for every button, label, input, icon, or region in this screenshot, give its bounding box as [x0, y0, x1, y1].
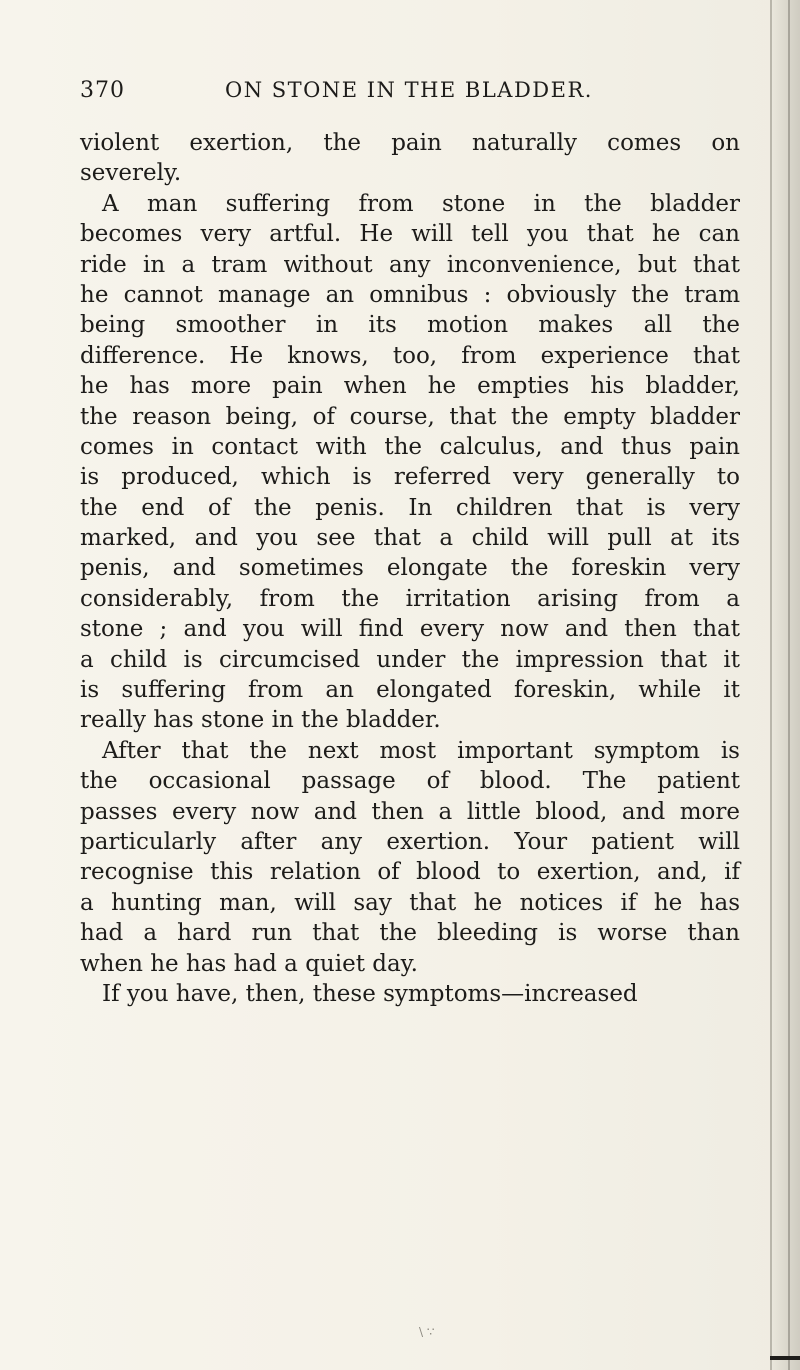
text-line: ride in a tram without any inconvenience, but that [80, 251, 740, 278]
text-line: particularly after any exertion. Your patient will [80, 828, 740, 855]
running-head-title: ON STONE IN THE BLADDER. [225, 78, 593, 102]
text-line: a hunting man, will say that he notices if he has [80, 889, 740, 916]
text-line: being smoother in its motion makes all the [80, 312, 740, 339]
text-line: a child is circumcised under the impression that it [80, 646, 740, 673]
text-line: marked, and you see that a child will pull at its [80, 525, 740, 552]
text-line: After that the next most important symptom is [102, 737, 740, 764]
text-line: when he has had a quiet day. [80, 950, 418, 977]
corner-mark [770, 1356, 800, 1360]
text-line: the reason being, of course, that the empty bladder [80, 403, 740, 430]
text-line: If you have, then, these symptoms—increased [102, 980, 638, 1007]
page-edge-line [788, 0, 790, 1370]
text-line: comes in contact with the calculus, and thus pain [80, 433, 740, 460]
text-line: stone ; and you will find every now and then that [80, 616, 740, 643]
text-line: recognise this relation of blood to exertion, and, if [80, 859, 740, 886]
text-line: violent exertion, the pain naturally comes on [80, 130, 740, 156]
text-line: severely. [80, 160, 182, 187]
text-line: difference. He knows, too, from experience that [80, 342, 740, 369]
print-speck: \ ∵ [419, 1325, 435, 1339]
body-text [80, 128, 740, 1009]
text-line: he has more pain when he empties his bladder, [80, 373, 740, 400]
text-line: passes every now and then a little blood, and more [80, 798, 740, 825]
running-head [80, 78, 740, 108]
text-line: penis, and sometimes elongate the foreskin very [80, 555, 740, 582]
text-line: he cannot manage an omnibus : obviously the tram [80, 281, 740, 308]
page-number: 370 [80, 78, 125, 103]
page-edge [770, 0, 800, 1370]
text-line: is suffering from an elongated foreskin, while it [80, 677, 740, 704]
text-line: A man suffering from stone in the bladder [102, 190, 740, 217]
text-line: the occasional passage of blood. The patient [80, 768, 740, 795]
text-line: is produced, which is referred very generally to [80, 464, 740, 491]
text-line: becomes very artful. He will tell you that he can [80, 221, 740, 248]
text-line: considerably, from the irritation arising from a [80, 585, 740, 612]
text-line: the end of the penis. In children that is very [80, 494, 740, 521]
text-line: really has stone in the bladder. [80, 707, 441, 734]
text-line: had a hard run that the bleeding is worse than [80, 920, 740, 947]
